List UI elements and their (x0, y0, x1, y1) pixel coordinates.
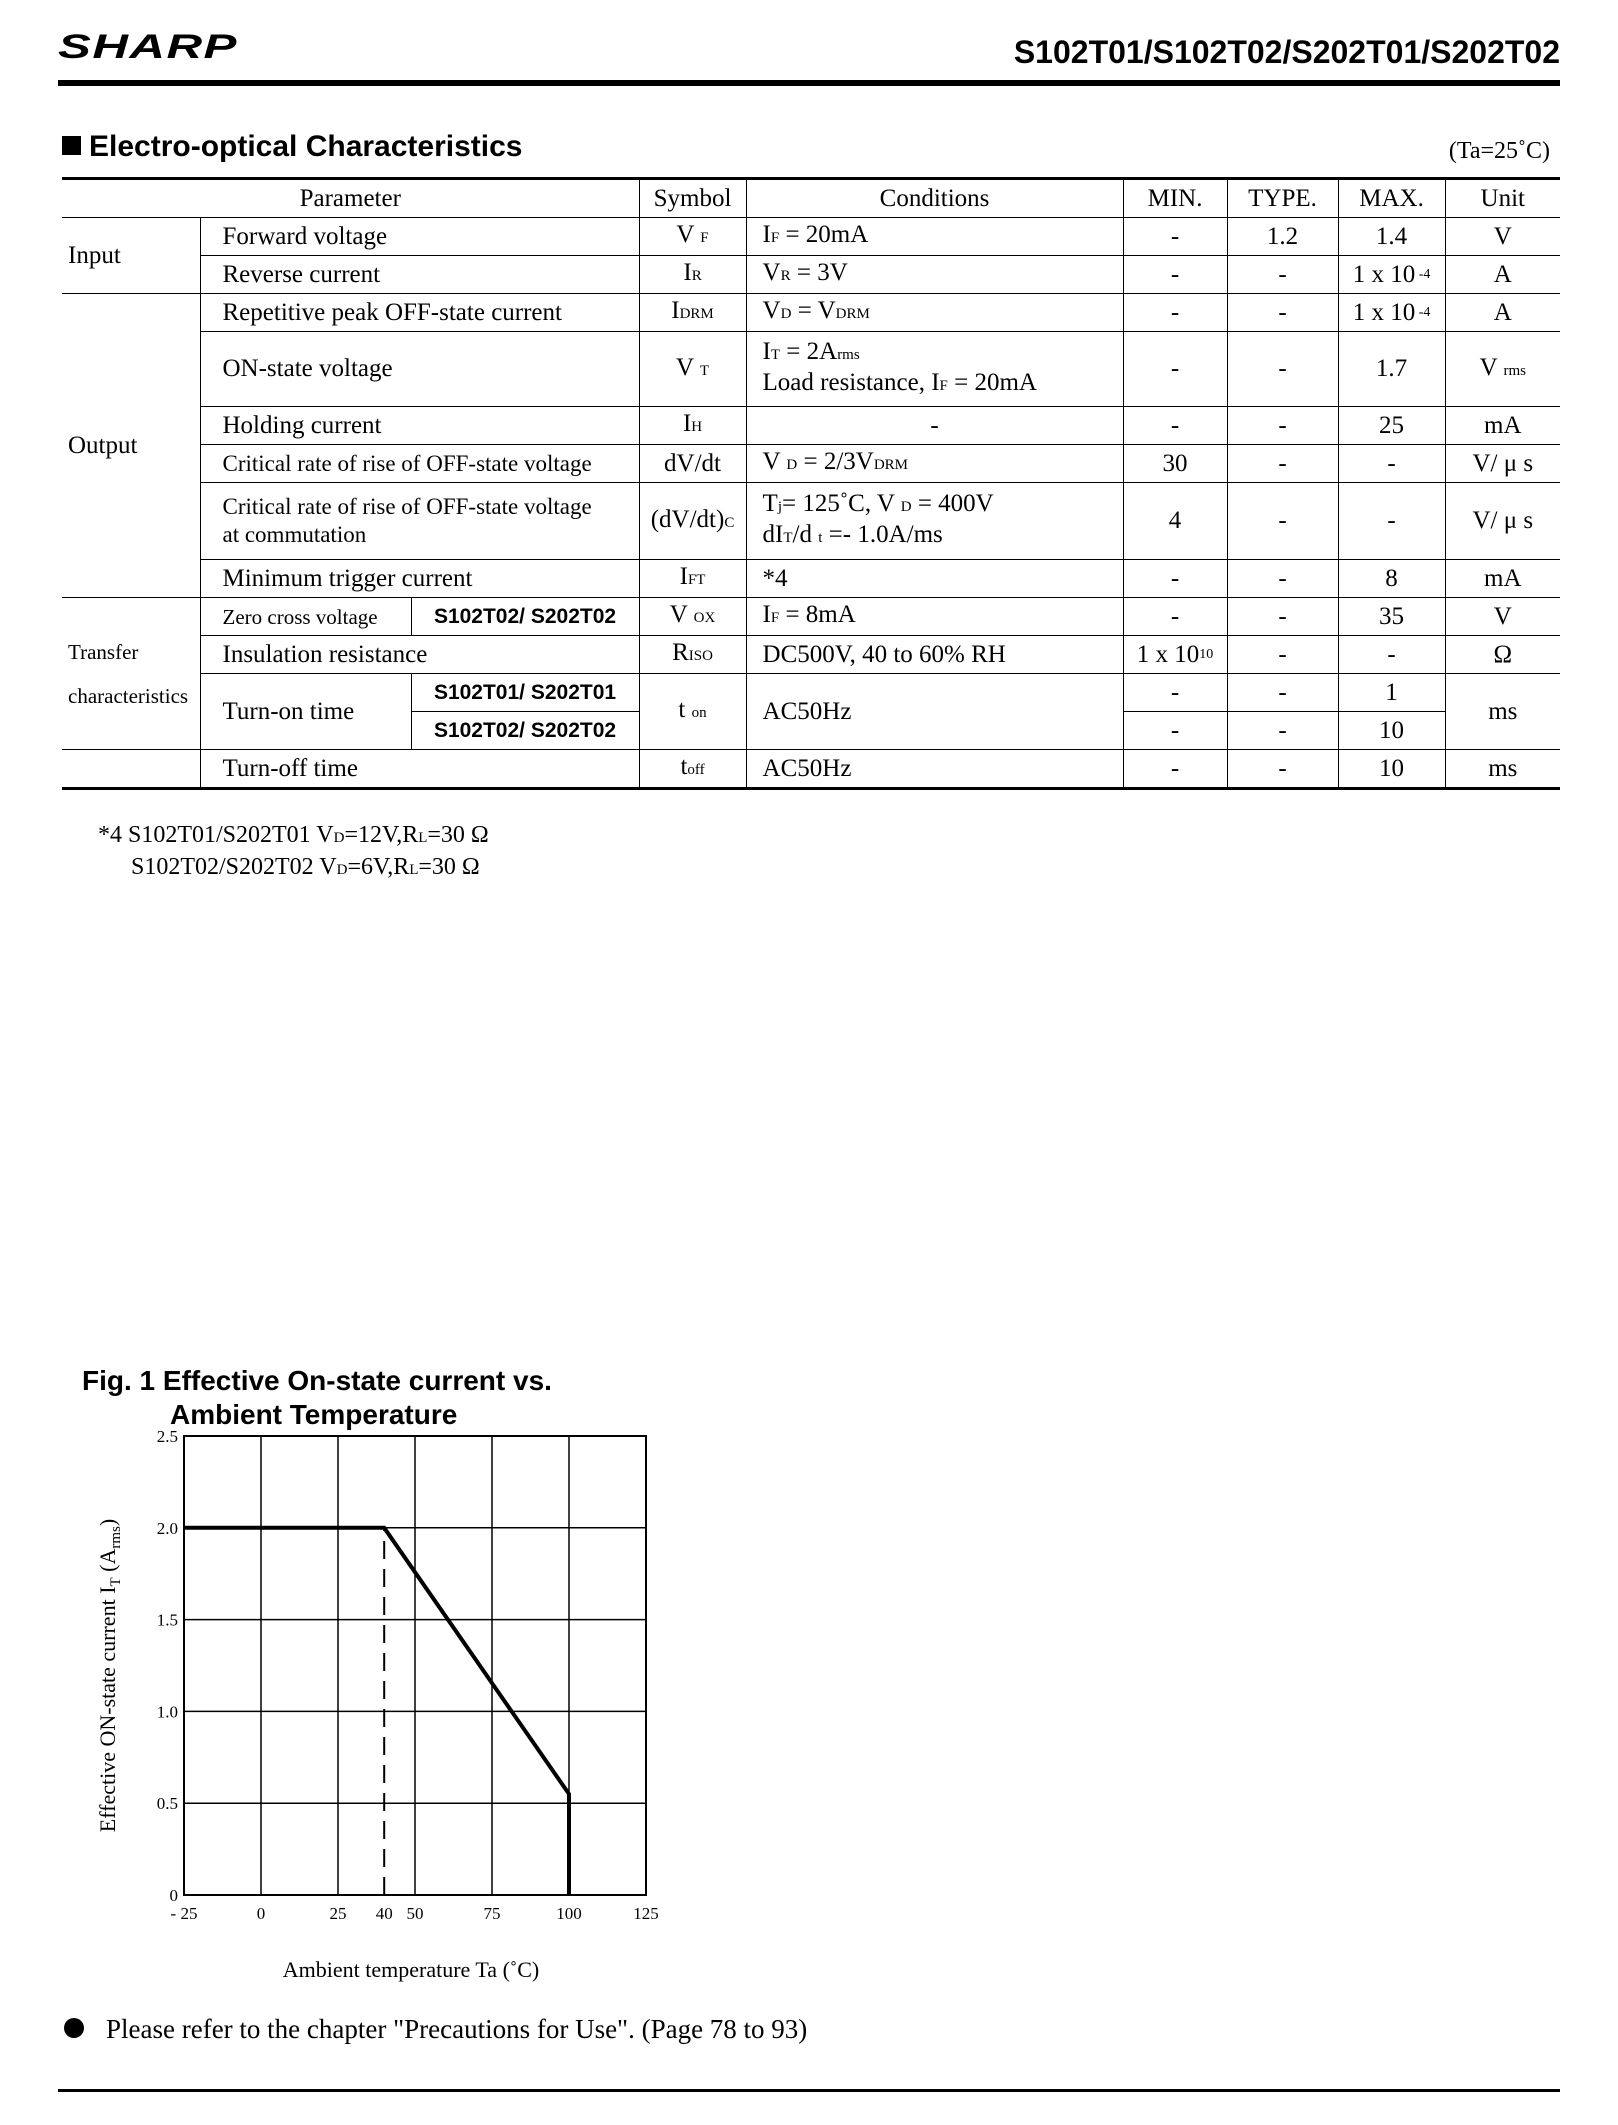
cond-line: IT = 2Arms (762, 338, 860, 365)
cond-insulation: DC500V, 40 to 60% RH (746, 636, 1123, 674)
symbol-vox: V OX (639, 598, 746, 636)
model-turn-on-2: S102T02/ S202T02 (411, 712, 639, 750)
max-value: 1 x 10 $^{-4}$ (1338, 256, 1445, 294)
symbol-riso: RISO (639, 636, 746, 674)
min-value: 4 (1123, 483, 1227, 560)
min-value: - (1123, 560, 1227, 598)
typ-value: - (1227, 445, 1338, 483)
section-title-text: Electro-optical Characteristics (89, 130, 523, 163)
param-holding-current: Holding current (200, 407, 639, 445)
param-reverse-current: Reverse current (200, 256, 639, 294)
min-value: - (1123, 332, 1227, 407)
group-input: Input (62, 218, 200, 294)
symbol-vt: V T (639, 332, 746, 407)
symbol-ift: IFT (639, 560, 746, 598)
max-value: 10 (1338, 750, 1445, 789)
cond-min-trigger: *4 (746, 560, 1123, 598)
model-zero-cross: S102T02/ S202T02 (411, 598, 639, 636)
x-tick-label: 50 (406, 1904, 424, 1923)
unit-value: V rms (1445, 332, 1560, 407)
x-tick-label: 0 (256, 1904, 266, 1923)
max-value: 1.7 (1338, 332, 1445, 407)
min-value: - (1123, 218, 1227, 256)
y-tick-label: 2.5 (156, 1427, 178, 1446)
group-transfer-line2: characteristics (68, 683, 189, 708)
min-value: - (1123, 256, 1227, 294)
max-value: - (1338, 445, 1445, 483)
param-forward-voltage: Forward voltage (200, 218, 639, 256)
cond-turn-off: AC50Hz (746, 750, 1123, 789)
temperature-condition: (Ta=25˚C) (1448, 138, 1550, 164)
precautions-text: Please refer to the chapter "Precautions for Use". (Page 78 to 93) (106, 2014, 808, 2044)
symbol-ih: IH (639, 407, 746, 445)
chart-x-ticks (171, 1904, 659, 1923)
param-zero-cross: Zero cross voltage (200, 598, 411, 636)
header-min: MIN. (1123, 179, 1227, 218)
unit-value: A (1445, 294, 1560, 332)
typ-value: - (1227, 750, 1338, 789)
typ-value: 1.2 (1227, 218, 1338, 256)
precautions-note (64, 2014, 807, 2045)
header-unit: Unit (1445, 179, 1560, 218)
cond-line: Tj= 125˚C, V D = 400V (762, 490, 994, 517)
min-value: - (1123, 407, 1227, 445)
cond-critical-rate: V D = 2/3VDRM (746, 445, 1123, 483)
y-label-part: ) (95, 1518, 120, 1527)
max-value: 35 (1338, 598, 1445, 636)
header-max: MAX. (1338, 179, 1445, 218)
param-line: at commutation (222, 522, 367, 547)
y-label-part: (A (95, 1548, 120, 1578)
chart-y-label (95, 1519, 124, 1832)
y-tick-label: 2.0 (156, 1518, 178, 1538)
chart-y-ticks (157, 1427, 178, 1905)
typ-value: - (1227, 712, 1338, 750)
unit-value: V (1445, 218, 1560, 256)
footer-rule (58, 2089, 1560, 2092)
y-tick-label: 0.5 (156, 1794, 178, 1814)
unit-value: ms (1445, 750, 1560, 789)
param-min-trigger: Minimum trigger current (200, 560, 639, 598)
header-parameter: Parameter (62, 179, 639, 218)
x-tick-label: - 25 (170, 1904, 198, 1923)
max-value: 8 (1338, 560, 1445, 598)
y-label-part: Effective ON-state current I (95, 1586, 120, 1833)
symbol-toff: toff (639, 750, 746, 789)
x-tick-label: 75 (483, 1904, 501, 1923)
max-value: 10 (1338, 712, 1445, 750)
unit-value: A (1445, 256, 1560, 294)
cond-zero-cross: IF = 8mA (746, 598, 1123, 636)
symbol-dvdt: dV/dt (639, 445, 746, 483)
x-tick-label: 125 (633, 1904, 659, 1923)
footnote-line-2: S102T02/S202T02 VD=6V,RL=30 Ω (131, 854, 480, 880)
model-turn-on-1: S102T01/ S202T01 (411, 674, 639, 712)
typ-value: - (1227, 674, 1338, 712)
unit-value: V/ μ s (1445, 483, 1560, 560)
header-conditions: Conditions (746, 179, 1123, 218)
typ-value: - (1227, 256, 1338, 294)
y-tick-label: 0 (169, 1886, 178, 1905)
typ-value: - (1227, 598, 1338, 636)
cond-holding-current: - (746, 407, 1123, 445)
min-value: 1 x $10^{10}$ (1123, 636, 1227, 674)
typ-value: - (1227, 294, 1338, 332)
typ-value: - (1227, 332, 1338, 407)
symbol-dvdt-c: (dV/dt)C (639, 483, 746, 560)
cond-line: dIT/d t =- 1.0A/ms (762, 521, 943, 548)
figure-title-line2: Ambient Temperature (170, 1399, 458, 1430)
group-output: Output (62, 294, 200, 598)
cond-turn-on: AC50Hz (746, 674, 1123, 750)
param-repetitive-peak: Repetitive peak OFF-state current (200, 294, 639, 332)
min-value: - (1123, 598, 1227, 636)
max-value: 1 (1338, 674, 1445, 712)
symbol-vf: V F (639, 218, 746, 256)
cond-line: Load resistance, IF = 20mA (762, 369, 1037, 396)
cond-reverse-current: VR = 3V (746, 256, 1123, 294)
y-label-part: T (108, 1577, 124, 1587)
cond-repetitive-peak: VD = VDRM (746, 294, 1123, 332)
typ-value: - (1227, 560, 1338, 598)
chart-x-label: Ambient temperature Ta (˚C) (282, 1957, 540, 1982)
max-value: 1 x 10 $^{-4}$ (1338, 294, 1445, 332)
symbol-ton: t on (639, 674, 746, 750)
symbol-ir: IR (639, 256, 746, 294)
min-value: - (1123, 674, 1227, 712)
param-insulation: Insulation resistance (200, 636, 639, 674)
x-tick-label: 25 (329, 1904, 347, 1923)
min-value: - (1123, 712, 1227, 750)
min-value: - (1123, 750, 1227, 789)
sharp-logo: SHARP (58, 28, 238, 66)
typ-value: - (1227, 407, 1338, 445)
max-value: - (1338, 483, 1445, 560)
param-line: Critical rate of rise of OFF-state voltage (222, 494, 592, 519)
min-value: 30 (1123, 445, 1227, 483)
group-transfer-line1: Transfer (68, 639, 139, 664)
cond-forward-voltage: IF = 20mA (746, 218, 1123, 256)
part-numbers: S102T01/S102T02/S202T01/S202T02 (1013, 34, 1560, 70)
x-tick-label: 100 (556, 1904, 582, 1923)
footnote-line-1: *4 S102T01/S202T01 VD=12V,RL=30 Ω (98, 822, 489, 848)
param-on-state-voltage: ON-state voltage (200, 332, 639, 407)
typ-value: - (1227, 483, 1338, 560)
unit-value: ms (1445, 674, 1560, 750)
typ-value: - (1227, 636, 1338, 674)
unit-value: V/ μ s (1445, 445, 1560, 483)
unit-value: Ω (1445, 636, 1560, 674)
y-label-part: rms (108, 1526, 124, 1549)
min-value: - (1123, 294, 1227, 332)
param-turn-off: Turn-off time (200, 750, 639, 789)
max-value: 25 (1338, 407, 1445, 445)
header-typ: TYPE. (1227, 179, 1338, 218)
unit-value: V (1445, 598, 1560, 636)
y-tick-label: 1.0 (156, 1702, 178, 1722)
symbol-idrm: IDRM (639, 294, 746, 332)
figure-title-line1: Fig. 1 Effective On-state current vs. (82, 1365, 552, 1396)
chart-grid (184, 1436, 646, 1895)
bullet-icon (64, 2018, 84, 2038)
max-value: - (1338, 636, 1445, 674)
param-turn-on: Turn-on time (200, 674, 411, 750)
unit-value: mA (1445, 560, 1560, 598)
y-tick-label: 1.5 (156, 1610, 178, 1630)
unit-value: mA (1445, 407, 1560, 445)
header-symbol: Symbol (639, 179, 746, 218)
x-tick-label: 40 (375, 1904, 393, 1923)
param-critical-rate: Critical rate of rise of OFF-state voltage (200, 445, 639, 483)
max-value: 1.4 (1338, 218, 1445, 256)
